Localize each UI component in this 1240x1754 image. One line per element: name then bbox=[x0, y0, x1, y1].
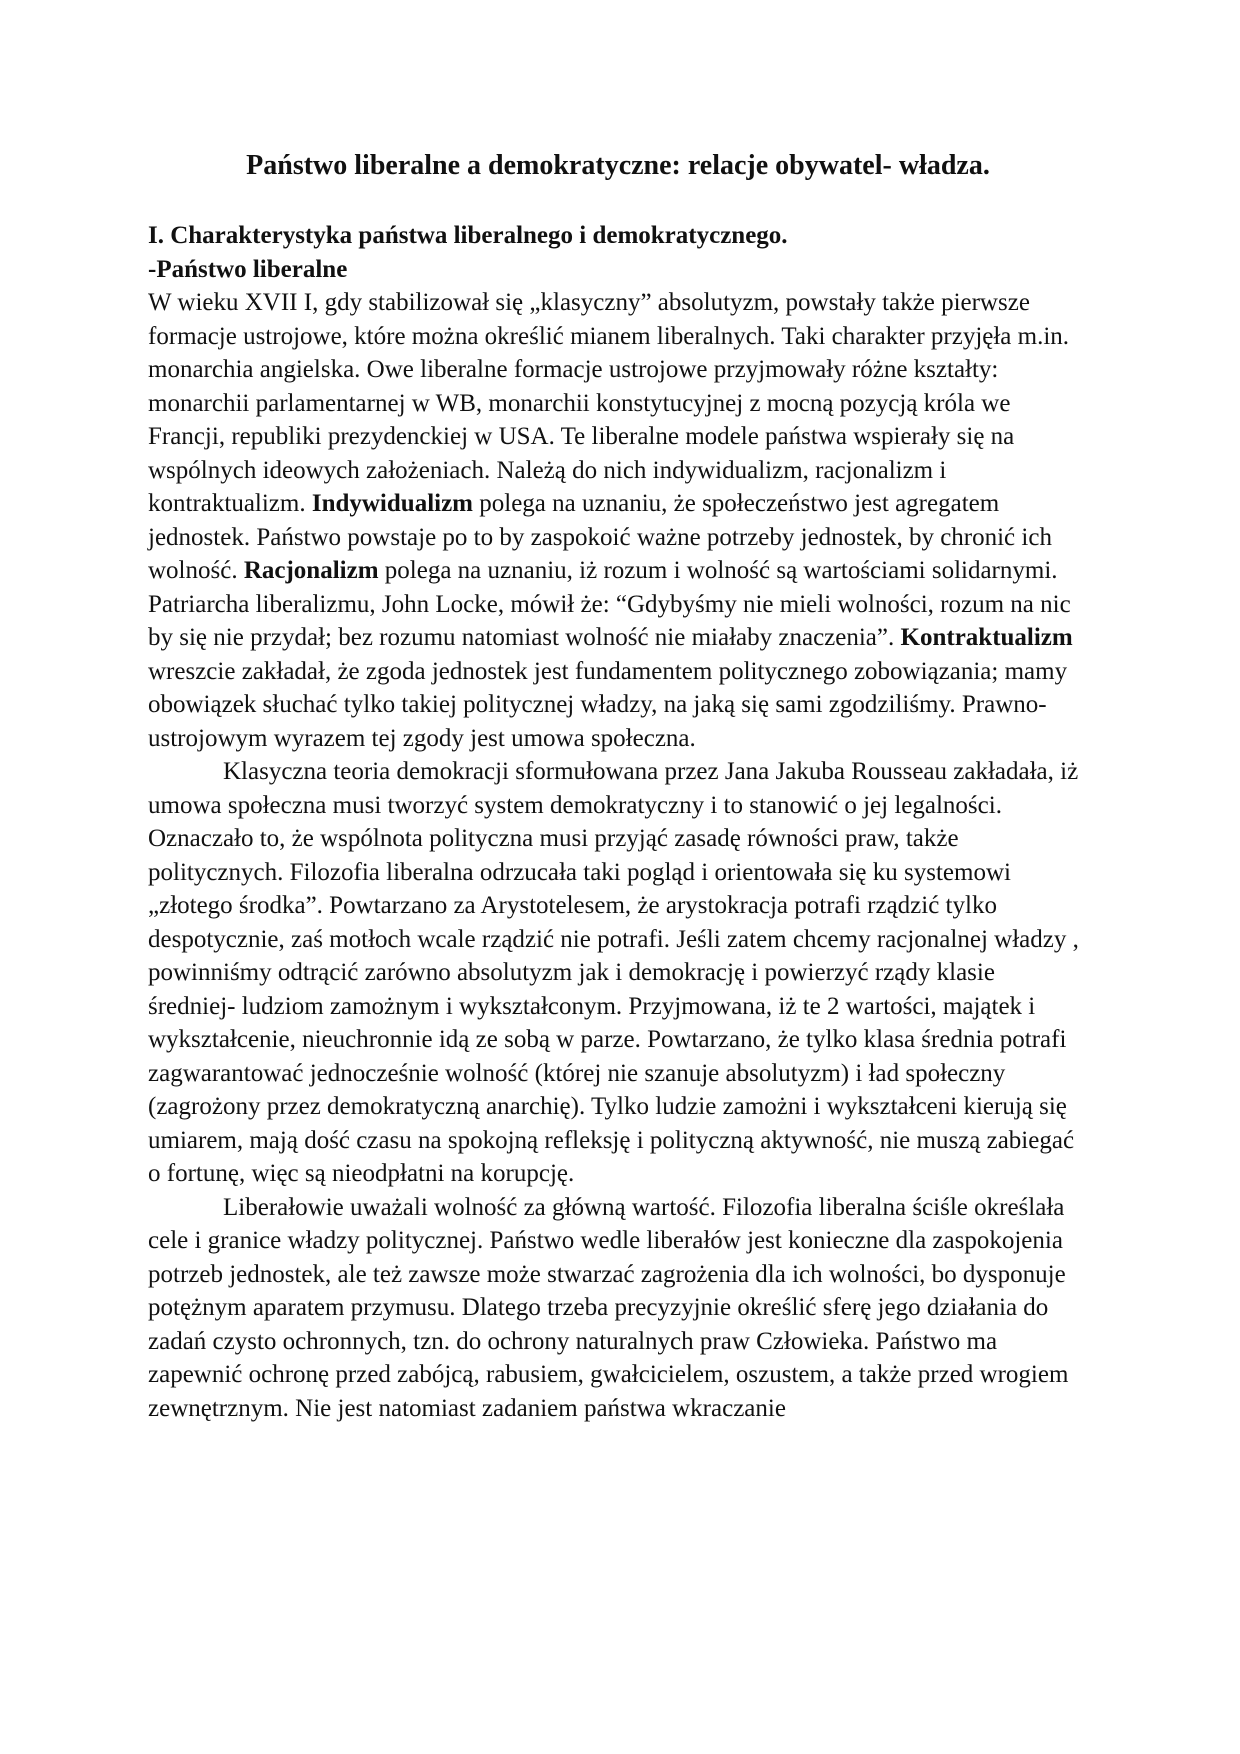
paragraph-2: Klasyczna teoria demokracji sformułowana przez Jana Jakuba Rousseau zakładała, iż umowa społeczna musi tworzyć system demokratyczny i to stanowić o jej legalności. Oznaczało to, że wspólnota polityczna musi przyjąć zasadę równości praw, także politycznych. Filozofia liberalna odrzucała taki pogląd i orientowała się ku systemowi „złotego środka”. Powtarzano za Arystotelesem, że arystokracja potrafi rządzić tylko despotycznie, zaś motłoch wcale rządzić nie potrafi. Jeśli zatem chcemy racjonalnej władzy , powinniśmy odtrącić zarówno absolutyzm jak i demokrację i powierzyć rządy klasie średniej- ludziom zamożnym i wykształconym. Przyjmowana, iż te 2 wartości, majątek i wykształcenie, nieuchronnie idą ze sobą w parze. Powtarzano, że tylko klasa średnia potrafi zagwarantować jednocześnie wolność (której nie szanuje absolutyzm) i ład społeczny (zagrożony przez demokratyczną anarchię). Tylko ludzie zamożni i wykształceni kierują się umiarem, mają dość czasu na spokojną refleksję i polityczną aktywność, nie muszą zabiegać o fortunę, więc są nieodpłatni na korupcję. bbox=[148, 758, 1079, 1187]
paragraph-1 bbox=[148, 286, 1088, 755]
paragraph-1-text-c: polega na uznaniu, iż rozum i wolność są wartościami solidarnymi. Patriarcha liberalizmu, John Locke, mówił że: “Gdybyśmy nie mieli wolności, rozum na nic by się nie przydał; bez rozumu natomiast wolność nie miałaby znaczenia”. bbox=[148, 557, 1071, 651]
paragraph-1-text-b: polega na uznaniu, że społeczeństwo jest agregatem jednostek. Państwo powstaje po to by zaspokoić ważne potrzeby jednostek, by chronić ich wolność. bbox=[148, 490, 1052, 584]
document-title: Państwo liberalne a demokratyczne: relacje obywatel- władza. bbox=[246, 150, 990, 181]
paragraph-1-text-a: W wieku XVII I, gdy stabilizował się „klasyczny” absolutyzm, powstały także pierwsze formacje ustrojowe, które można określić mianem liberalnych. Taki charakter przyjęła m.in. monarchia angielska. Owe liberalne formacje ustrojowe przyjmowały różne kształty: monarchii parlamentarnej w WB, monarchii konstytucyjnej z mocną pozycją króla we Francji, republiki prezydenckiej w USA. Te liberalne modele państwa wspierały się na wspólnych ideowych założeniach. Należą do nich indywidualizm, racjonalizm i kontraktualizm. bbox=[148, 289, 1070, 517]
subheading: -Państwo liberalne bbox=[148, 255, 348, 283]
paragraph-1-text-d: wreszcie zakładał, że zgoda jednostek jest fundamentem politycznego zobowiązania; mamy obowiązek słuchać tylko takiej politycznej władzy, na jaką się sami zgodziliśmy. Prawno- ustrojowym wyrazem tej zgody jest umowa społeczna. bbox=[148, 657, 1068, 752]
section-heading: I. Charakterystyka państwa liberalnego i demokratycznego. bbox=[148, 222, 788, 249]
term-kontraktualizm: Kontraktualizm bbox=[900, 624, 1073, 651]
term-racjonalizm: Racjonalizm bbox=[243, 557, 379, 584]
term-indywidualizm: Indywidualizm bbox=[311, 490, 474, 517]
paragraph-3: Liberałowie uważali wolność za główną wartość. Filozofia liberalna ściśle określała cele i granice władzy politycznej. Państwo wedle liberałów jest konieczne dla zaspokojenia potrzeb jednostek, ale też zawsze może stwarzać zagrożenia dla ich wolności, bo dysponuje potężnym aparatem przymusu. Dlatego trzeba precyzyjnie określić sferę jego działania do zadań czysto ochronnych, tzn. do ochrony naturalnych praw Człowieka. Państwo ma zapewnić ochronę przed zabójcą, rabusiem, gwałcicielem, oszustem, a także przed wrogiem zewnętrznym. Nie jest natomiast zadaniem państwa wkraczanie bbox=[148, 1193, 1069, 1422]
document-page bbox=[148, 148, 1088, 1425]
